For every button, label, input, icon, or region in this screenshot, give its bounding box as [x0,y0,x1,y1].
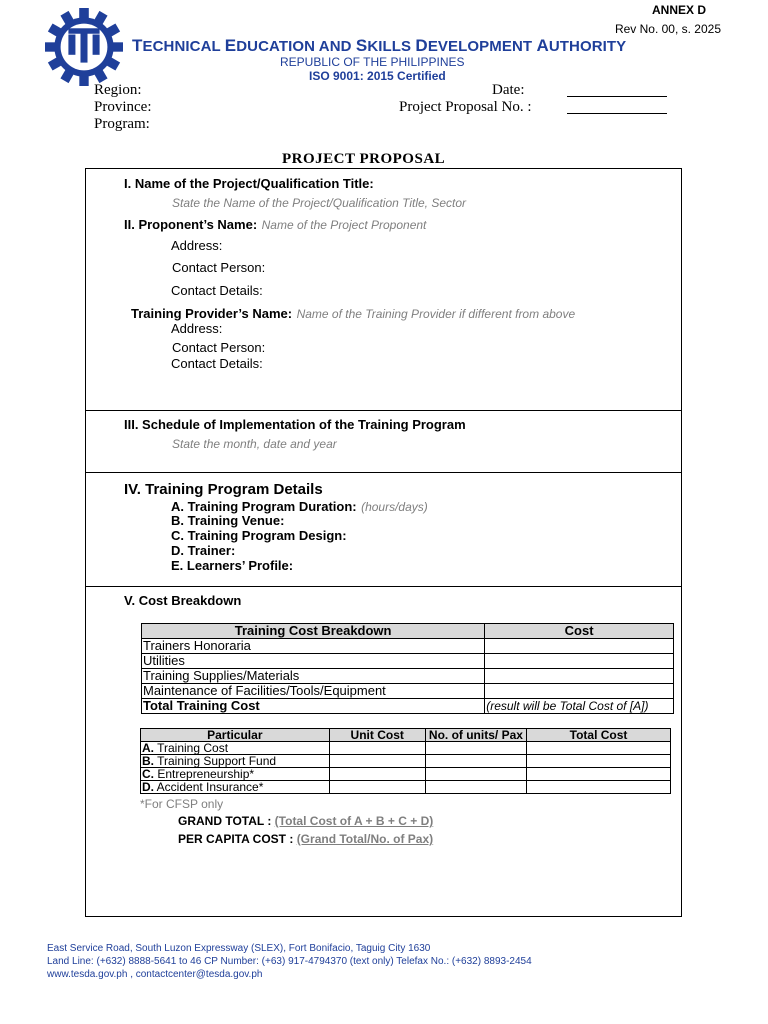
particular-cell [141,742,330,755]
particular-text: Training Support Fund [154,754,277,768]
table-row [141,755,671,768]
total-note: (result will be Total Cost of [A]) [485,699,674,714]
revision-number: Rev No. 00, s. 2025 [614,22,721,36]
section-2-hint: Name of the Project Proponent [261,218,427,232]
footer-web[interactable]: www.tesda.gov.ph , contactcenter@tesda.gov.ph [47,969,263,980]
units-cell[interactable] [425,781,526,794]
region-label: Region: [94,82,142,98]
page-title: PROJECT PROPOSAL [282,151,446,167]
footer-address: East Service Road, South Luzon Expressway (SLEX), Fort Bonifacio, Taguig City 1630 [47,943,431,954]
unit-cost-cell[interactable] [329,768,425,781]
grand-total-value: (Total Cost of A + B + C + D) [274,814,434,828]
section-divider [85,410,682,411]
section-divider [85,472,682,473]
program-label: Program: [94,116,150,132]
column-header: No. of units/ Pax [425,729,526,742]
agency-word-cap: T [132,36,143,55]
row-label: Utilities [142,654,485,669]
unit-cost-cell[interactable] [329,781,425,794]
per-capita-label: PER CAPITA COST : [178,832,294,846]
table-row [142,684,674,699]
particular-text: Training Cost [154,741,229,755]
particulars-table [140,728,671,794]
table-row [142,639,674,654]
agency-word-rest: EVELOPMENT [427,38,537,55]
section-1-hint: State the Name of the Project/Qualification Title, Sector [172,196,467,210]
republic-label: REPUBLIC OF THE PHILIPPINES [280,55,465,69]
contact-person-label: Contact Person: [172,260,266,275]
row-label: Maintenance of Facilities/Tools/Equipment [142,684,485,699]
tp-address-label: Address: [171,321,223,336]
tp-contact-person-label: Contact Person: [172,340,266,355]
particular-cell [141,755,330,768]
per-capita-row [178,832,433,846]
section-5-heading: V. Cost Breakdown [124,593,242,608]
cost-cell[interactable] [485,669,674,684]
total-cost-cell[interactable] [527,768,671,781]
column-header: Training Cost Breakdown [142,624,485,639]
particular-cell [141,768,330,781]
section-1-heading: I. Name of the Project/Qualification Title: [124,176,374,191]
table-header-row [142,624,674,639]
proponent-row [124,216,426,234]
training-provider-hint: Name of the Training Provider if different from above [296,307,576,321]
row-label: Trainers Honoraria [142,639,485,654]
particular-letter: A. [142,741,154,755]
cost-cell[interactable] [485,684,674,699]
particular-cell [141,781,330,794]
cfsp-footnote: *For CFSP only [140,797,224,811]
total-cost-cell[interactable] [527,755,671,768]
cost-cell[interactable] [485,639,674,654]
total-cost-cell[interactable] [527,781,671,794]
agency-name [132,36,626,56]
grand-total-label: GRAND TOTAL : [178,814,272,828]
column-header: Total Cost [527,729,671,742]
table-row [141,742,671,755]
program-design-label: C. Training Program Design: [171,528,347,543]
date-label: Date: [492,82,525,98]
contact-details-label: Contact Details: [171,283,263,298]
trainer-label: D. Trainer: [171,543,236,558]
table-row [141,781,671,794]
particular-letter: B. [142,754,154,768]
unit-cost-cell[interactable] [329,742,425,755]
duration-label: A. Training Program Duration: [171,499,357,514]
tp-contact-details-label: Contact Details: [171,356,263,371]
footer-phone: Land Line: (+632) 8888-5641 to 46 CP Number: (+63) 917-4794370 (text only) Telefax No.: (+632) 8893-2454 [47,956,532,967]
units-cell[interactable] [425,768,526,781]
venue-label: B. Training Venue: [171,513,285,528]
column-header: Unit Cost [329,729,425,742]
particular-letter: D. [142,780,154,794]
unit-cost-cell[interactable] [329,755,425,768]
section-2-heading: II. Proponent’s Name: [124,217,258,232]
row-label: Training Supplies/Materials [142,669,485,684]
table-row [142,669,674,684]
column-header: Particular [141,729,330,742]
units-cell[interactable] [425,742,526,755]
cost-cell[interactable] [485,654,674,669]
learners-profile-label: E. Learners’ Profile: [171,558,294,573]
agency-word-cap: D [415,36,428,55]
total-cost-cell[interactable] [527,742,671,755]
agency-word-cap: S [355,36,368,55]
agency-word-rest: KILLS [367,38,416,55]
agency-word-cap: E [224,36,237,55]
section-4-heading: IV. Training Program Details [124,481,323,498]
per-capita-value: (Grand Total/No. of Pax) [296,832,434,846]
units-cell[interactable] [425,755,526,768]
agency-word-cap: A [536,36,549,55]
duration-hint: (hours/days) [361,500,428,514]
tesda-logo [45,8,123,86]
table-row [141,768,671,781]
proposal-number-field[interactable] [567,100,667,119]
training-provider-heading: Training Provider’s Name: [131,306,293,321]
table-header-row [141,729,671,742]
section-divider [85,586,682,587]
particular-letter: C. [142,767,154,781]
grand-total-row [178,814,433,828]
province-label: Province: [94,99,152,115]
column-header: Cost [485,624,674,639]
annex-label: ANNEX D [651,3,706,17]
total-label: Total Training Cost [142,699,485,714]
proposal-number-label: Project Proposal No. : [399,99,532,115]
address-label: Address: [171,238,223,253]
agency-word-rest: DUCATION AND [236,38,356,55]
section-3-hint: State the month, date and year [172,437,337,451]
table-total-row [142,699,674,714]
training-cost-table [141,623,674,714]
agency-word-rest: ECHNICAL [142,38,225,55]
particular-text: Entrepreneurship* [154,767,255,781]
iso-label: ISO 9001: 2015 Certified [309,69,446,83]
table-row [142,654,674,669]
agency-word-rest: UTHORITY [548,38,627,55]
particular-text: Accident Insurance* [154,780,264,794]
section-3-heading: III. Schedule of Implementation of the Training Program [124,417,466,432]
